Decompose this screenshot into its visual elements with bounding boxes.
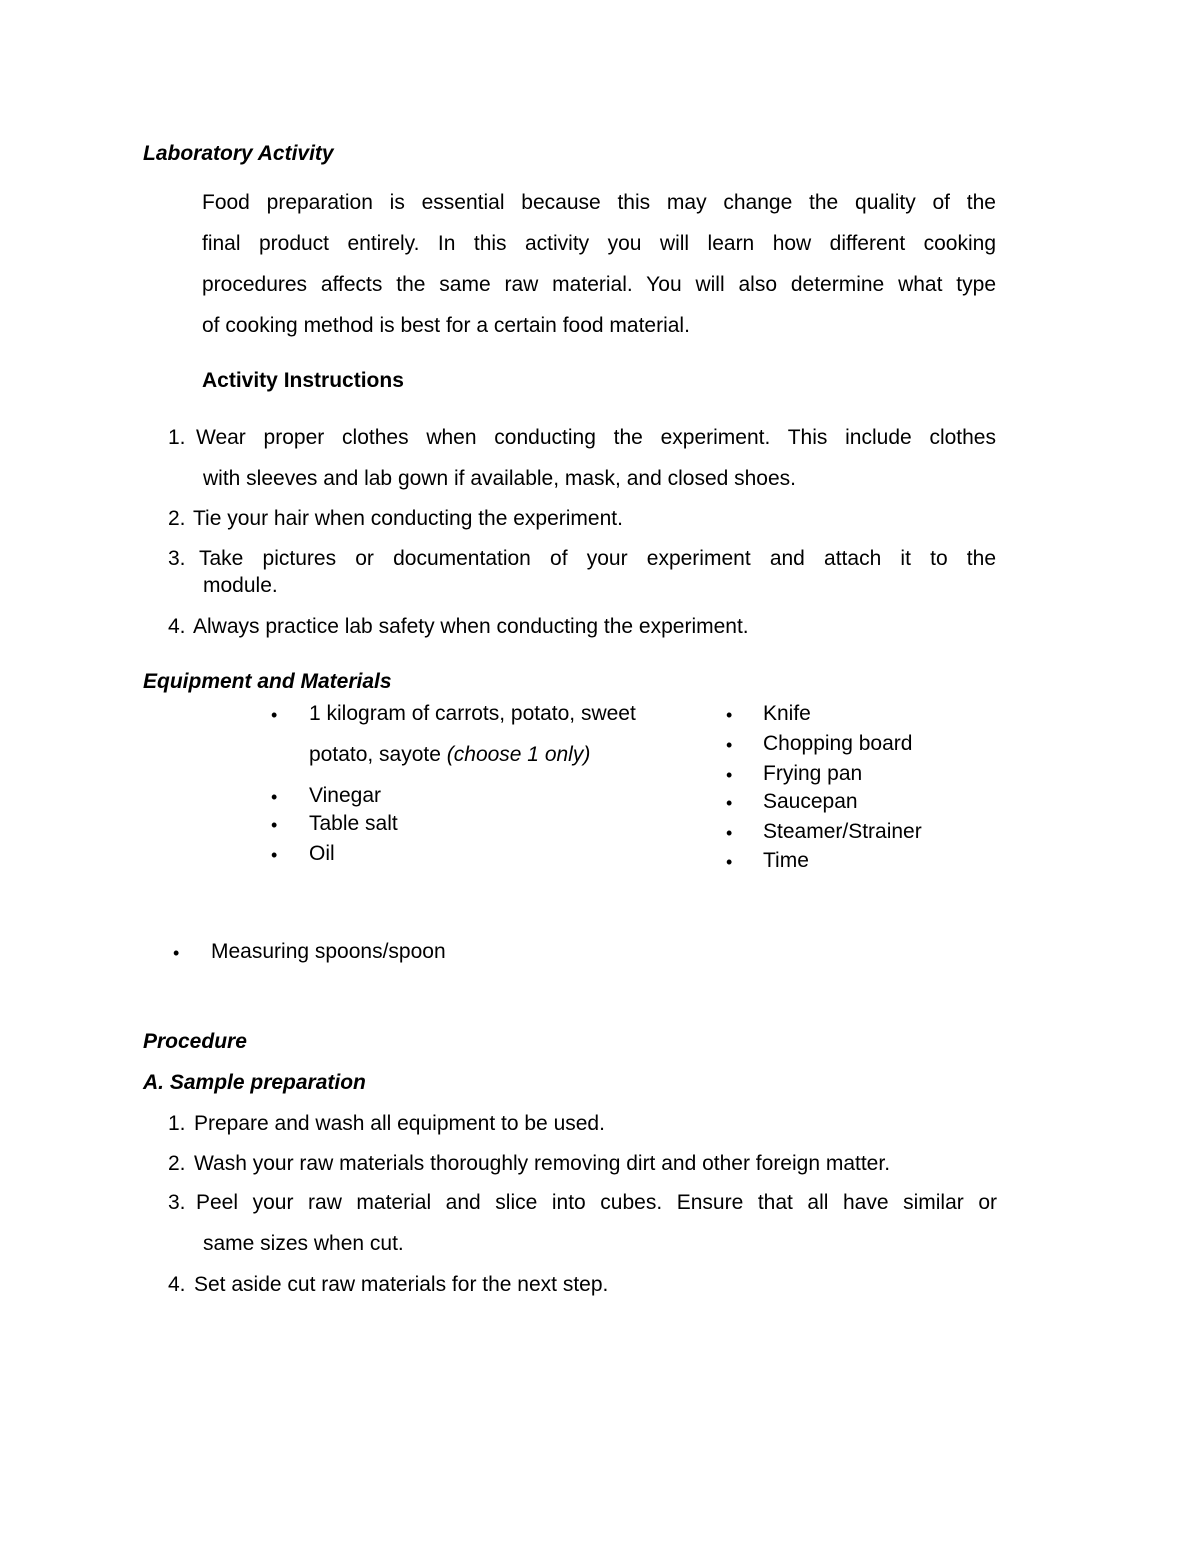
intro-line: of cooking method is best for a certain food material.	[202, 314, 690, 337]
list-number: 4.	[168, 1273, 186, 1296]
list-item: Wear proper clothes when conducting the experiment. This include clothes	[196, 426, 996, 449]
bullet-icon: •	[271, 787, 278, 807]
bullet-icon: •	[173, 943, 180, 963]
instructions-heading: Activity Instructions	[202, 369, 404, 392]
intro-line: final product entirely. In this activity you will learn how different cooking	[202, 232, 996, 255]
list-item	[309, 743, 590, 767]
list-item: Tie your hair when conducting the experiment.	[193, 507, 623, 530]
list-item: Oil	[309, 842, 335, 865]
list-item: same sizes when cut.	[203, 1232, 404, 1255]
list-item: Set aside cut raw materials for the next step.	[194, 1273, 609, 1296]
list-number: 2.	[168, 507, 186, 530]
intro-line: Food preparation is essential because this may change the quality of the	[202, 191, 996, 214]
intro-line: procedures affects the same raw material. You will also determine what type	[202, 273, 996, 296]
list-item: module.	[203, 574, 278, 597]
list-item: Vinegar	[309, 784, 382, 807]
list-number: 4.	[168, 615, 186, 638]
list-number: 3.	[168, 1191, 186, 1214]
list-number: 3.	[168, 547, 186, 570]
list-number: 1.	[168, 1112, 186, 1135]
choose-note: (choose 1 only)	[446, 743, 591, 766]
procedure-heading: Procedure	[143, 1030, 247, 1053]
bullet-icon: •	[726, 852, 733, 872]
bullet-icon: •	[726, 735, 733, 755]
page-title: Laboratory Activity	[143, 142, 334, 165]
list-item: 1 kilogram of carrots, potato, sweet	[309, 702, 636, 725]
list-item-text: potato, sayote	[309, 743, 447, 766]
procedure-subheading: A. Sample preparation	[143, 1071, 366, 1094]
list-item: Always practice lab safety when conducting the experiment.	[193, 615, 749, 638]
list-number: 2.	[168, 1152, 186, 1175]
list-item: Peel your raw material and slice into cubes. Ensure that all have similar or	[196, 1191, 997, 1214]
list-item: Chopping board	[763, 732, 913, 755]
list-item: Steamer/Strainer	[763, 820, 922, 843]
list-item: Saucepan	[763, 790, 858, 813]
list-item: Prepare and wash all equipment to be used.	[194, 1112, 605, 1135]
list-item: with sleeves and lab gown if available, mask, and closed shoes.	[203, 467, 797, 490]
list-item: Measuring spoons/spoon	[211, 940, 446, 963]
list-item: Knife	[763, 702, 811, 725]
bullet-icon: •	[726, 823, 733, 843]
list-item: Table salt	[309, 812, 398, 835]
list-item: Time	[763, 849, 809, 872]
list-item: Frying pan	[763, 762, 863, 785]
list-item: Wash your raw materials thoroughly removing dirt and other foreign matter.	[194, 1152, 891, 1175]
bullet-icon: •	[726, 765, 733, 785]
list-item: Take pictures or documentation of your experiment and attach it to the	[199, 547, 996, 570]
bullet-icon: •	[726, 705, 733, 725]
bullet-icon: •	[271, 705, 278, 725]
bullet-icon: •	[726, 793, 733, 813]
list-number: 1.	[168, 426, 186, 449]
bullet-icon: •	[271, 845, 278, 865]
bullet-icon: •	[271, 815, 278, 835]
materials-heading: Equipment and Materials	[143, 670, 392, 693]
